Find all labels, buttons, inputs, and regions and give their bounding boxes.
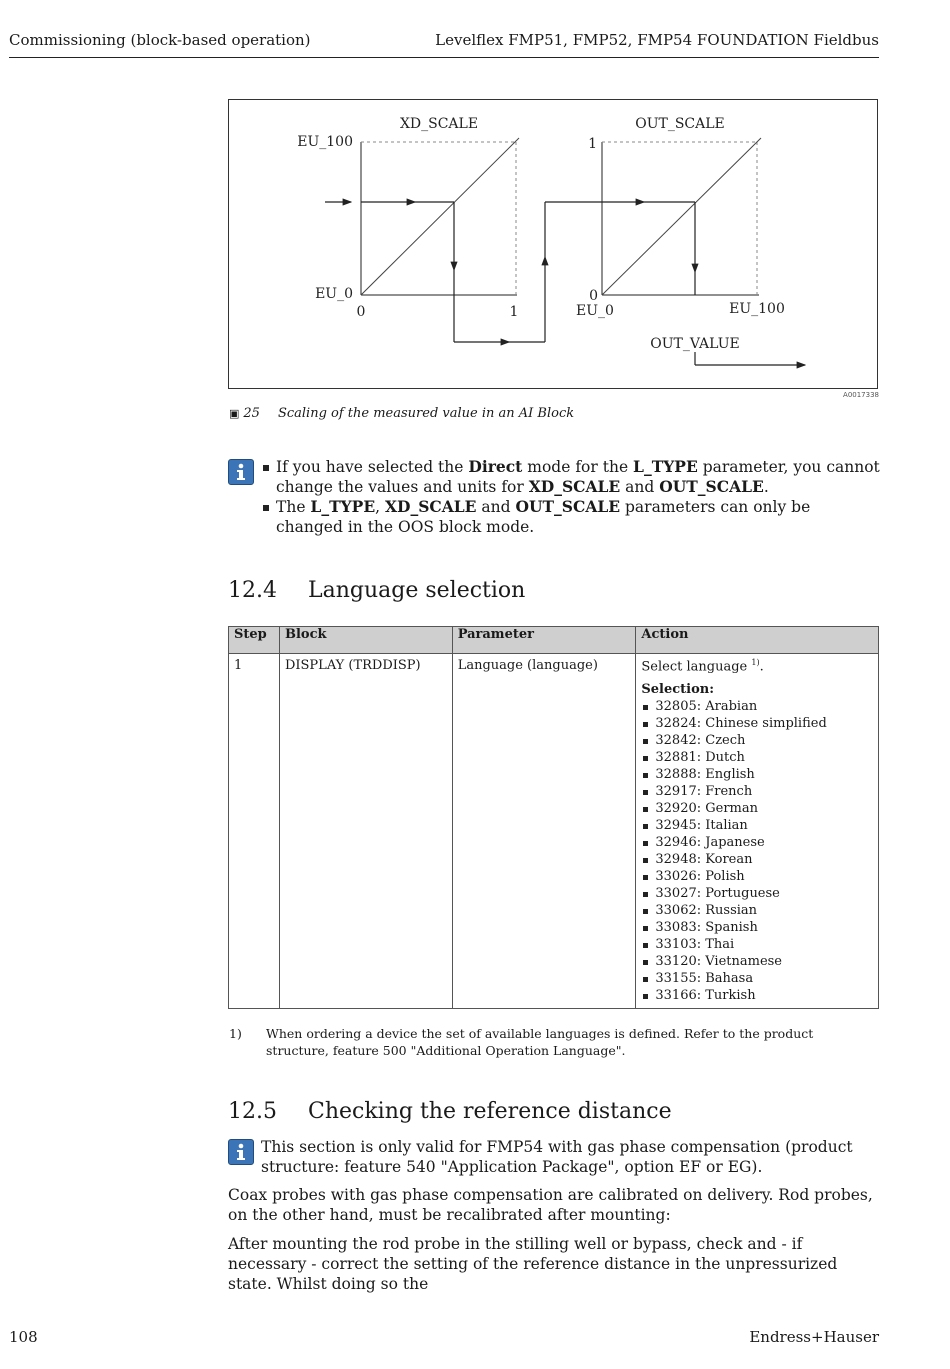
out-scale-graph <box>602 138 761 295</box>
info-icon <box>228 1139 254 1165</box>
figure-caption-icon: ▣ <box>229 407 240 420</box>
table-header-row <box>229 627 879 654</box>
footnote-text: When ordering a device the set of available languages is defined. Refer to the product structure, feature 500 "Additional Operation Language". <box>266 1026 814 1058</box>
col-header-step: Step <box>229 627 280 654</box>
info-icon <box>228 459 254 485</box>
xd-scale-label: XD_SCALE <box>399 116 479 132</box>
action-text: Select language $^{1)}$. <box>641 658 764 675</box>
list-item: 32888: English <box>641 766 873 783</box>
ai-block-scaling-diagram <box>229 100 879 390</box>
list-item: 33103: Thai <box>641 936 873 953</box>
eu-0-left-label: EU_0 <box>315 286 353 302</box>
figure-frame <box>228 99 878 389</box>
col-header-block: Block <box>279 627 452 654</box>
list-item: 33166: Turkish <box>641 987 873 1004</box>
list-item: 32946: Japanese <box>641 834 873 851</box>
list-item: 33062: Russian <box>641 902 873 919</box>
xd-scale-graph <box>361 138 519 295</box>
zero-right-tick: 0 <box>589 288 598 304</box>
note-item-oos-mode: The L_TYPE, XD_SCALE and OUT_SCALE parameters can only be changed in the OOS block mode. <box>261 497 881 537</box>
table-row <box>229 654 879 1009</box>
figure-caption-text: Scaling of the measured value in an AI Block <box>277 406 575 421</box>
header-product-title: Levelflex FMP51, FMP52, FMP54 FOUNDATION Fieldbus <box>435 31 879 49</box>
list-item: 32881: Dutch <box>641 749 873 766</box>
one-left-tick: 1 <box>509 304 519 320</box>
cell-action <box>636 654 879 1009</box>
header-chapter-title: Commissioning (block-based operation) <box>9 31 311 49</box>
list-item: 33120: Vietnamese <box>641 953 873 970</box>
list-item: 33083: Spanish <box>641 919 873 936</box>
list-item: 32805: Arabian <box>641 698 873 715</box>
paragraph-coax-probes: Coax probes with gas phase compensation are calibrated on delivery. Rod probes, on the other hand, must be recalibrated after mounting: <box>228 1186 873 1224</box>
paragraph-rod-probe: After mounting the rod probe in the stilling well or bypass, check and - if necessary - correct the setting of the reference distance in the unpressurized state. Whilst doing so the <box>228 1235 838 1293</box>
list-item: 32917: French <box>641 783 873 800</box>
list-item: 32948: Korean <box>641 851 873 868</box>
eu-100-right-label: EU_100 <box>729 301 785 317</box>
list-item: 32842: Czech <box>641 732 873 749</box>
language-table <box>228 626 879 1009</box>
note-item-direct-mode: If you have selected the Direct mode for the L_TYPE parameter, you cannot change the values and units for XD_SCALE and OUT_SCALE. <box>261 457 881 497</box>
one-right-tick: 1 <box>588 136 597 152</box>
cell-block: DISPLAY (TRDDISP) <box>279 654 452 1009</box>
list-item: 33026: Polish <box>641 868 873 885</box>
brand-name: Endress+Hauser <box>749 1328 879 1346</box>
figure-id: A0017338 <box>843 391 879 399</box>
out-scale-label: OUT_SCALE <box>635 116 725 132</box>
footnote-ref: 1) <box>751 658 760 667</box>
eu-0-right-label: EU_0 <box>576 303 614 319</box>
list-item: 32824: Chinese simplified <box>641 715 873 732</box>
header-rule <box>9 57 879 58</box>
list-item: 32945: Italian <box>641 817 873 834</box>
list-item: 32920: German <box>641 800 873 817</box>
selection-label: Selection: <box>641 682 715 698</box>
col-header-action: Action <box>636 627 879 654</box>
list-item: 33155: Bahasa <box>641 970 873 987</box>
eu-100-left-label: EU_100 <box>297 134 353 150</box>
info-note-fmp54: This section is only valid for FMP54 with gas phase compensation (product structure: feature 540 "Application Package", option EF or EG). <box>261 1138 853 1176</box>
cell-step: 1 <box>229 654 280 1009</box>
out-value-label: OUT_VALUE <box>650 336 740 352</box>
list-item: 33027: Portuguese <box>641 885 873 902</box>
info-note-scaling <box>261 457 881 537</box>
zero-left-tick: 0 <box>356 304 366 320</box>
page-number: 108 <box>9 1328 38 1346</box>
figure-number: 25 <box>243 406 260 421</box>
footnote-marker: 1) <box>229 1026 242 1041</box>
section-heading-language: 12.4 Language selection <box>228 578 526 603</box>
section-heading-reference-distance: 12.5 Checking the reference distance <box>228 1099 672 1124</box>
language-options-list <box>641 698 873 1004</box>
figure-caption <box>229 406 574 421</box>
col-header-parameter: Parameter <box>452 627 636 654</box>
cell-parameter: Language (language) <box>452 654 636 1009</box>
